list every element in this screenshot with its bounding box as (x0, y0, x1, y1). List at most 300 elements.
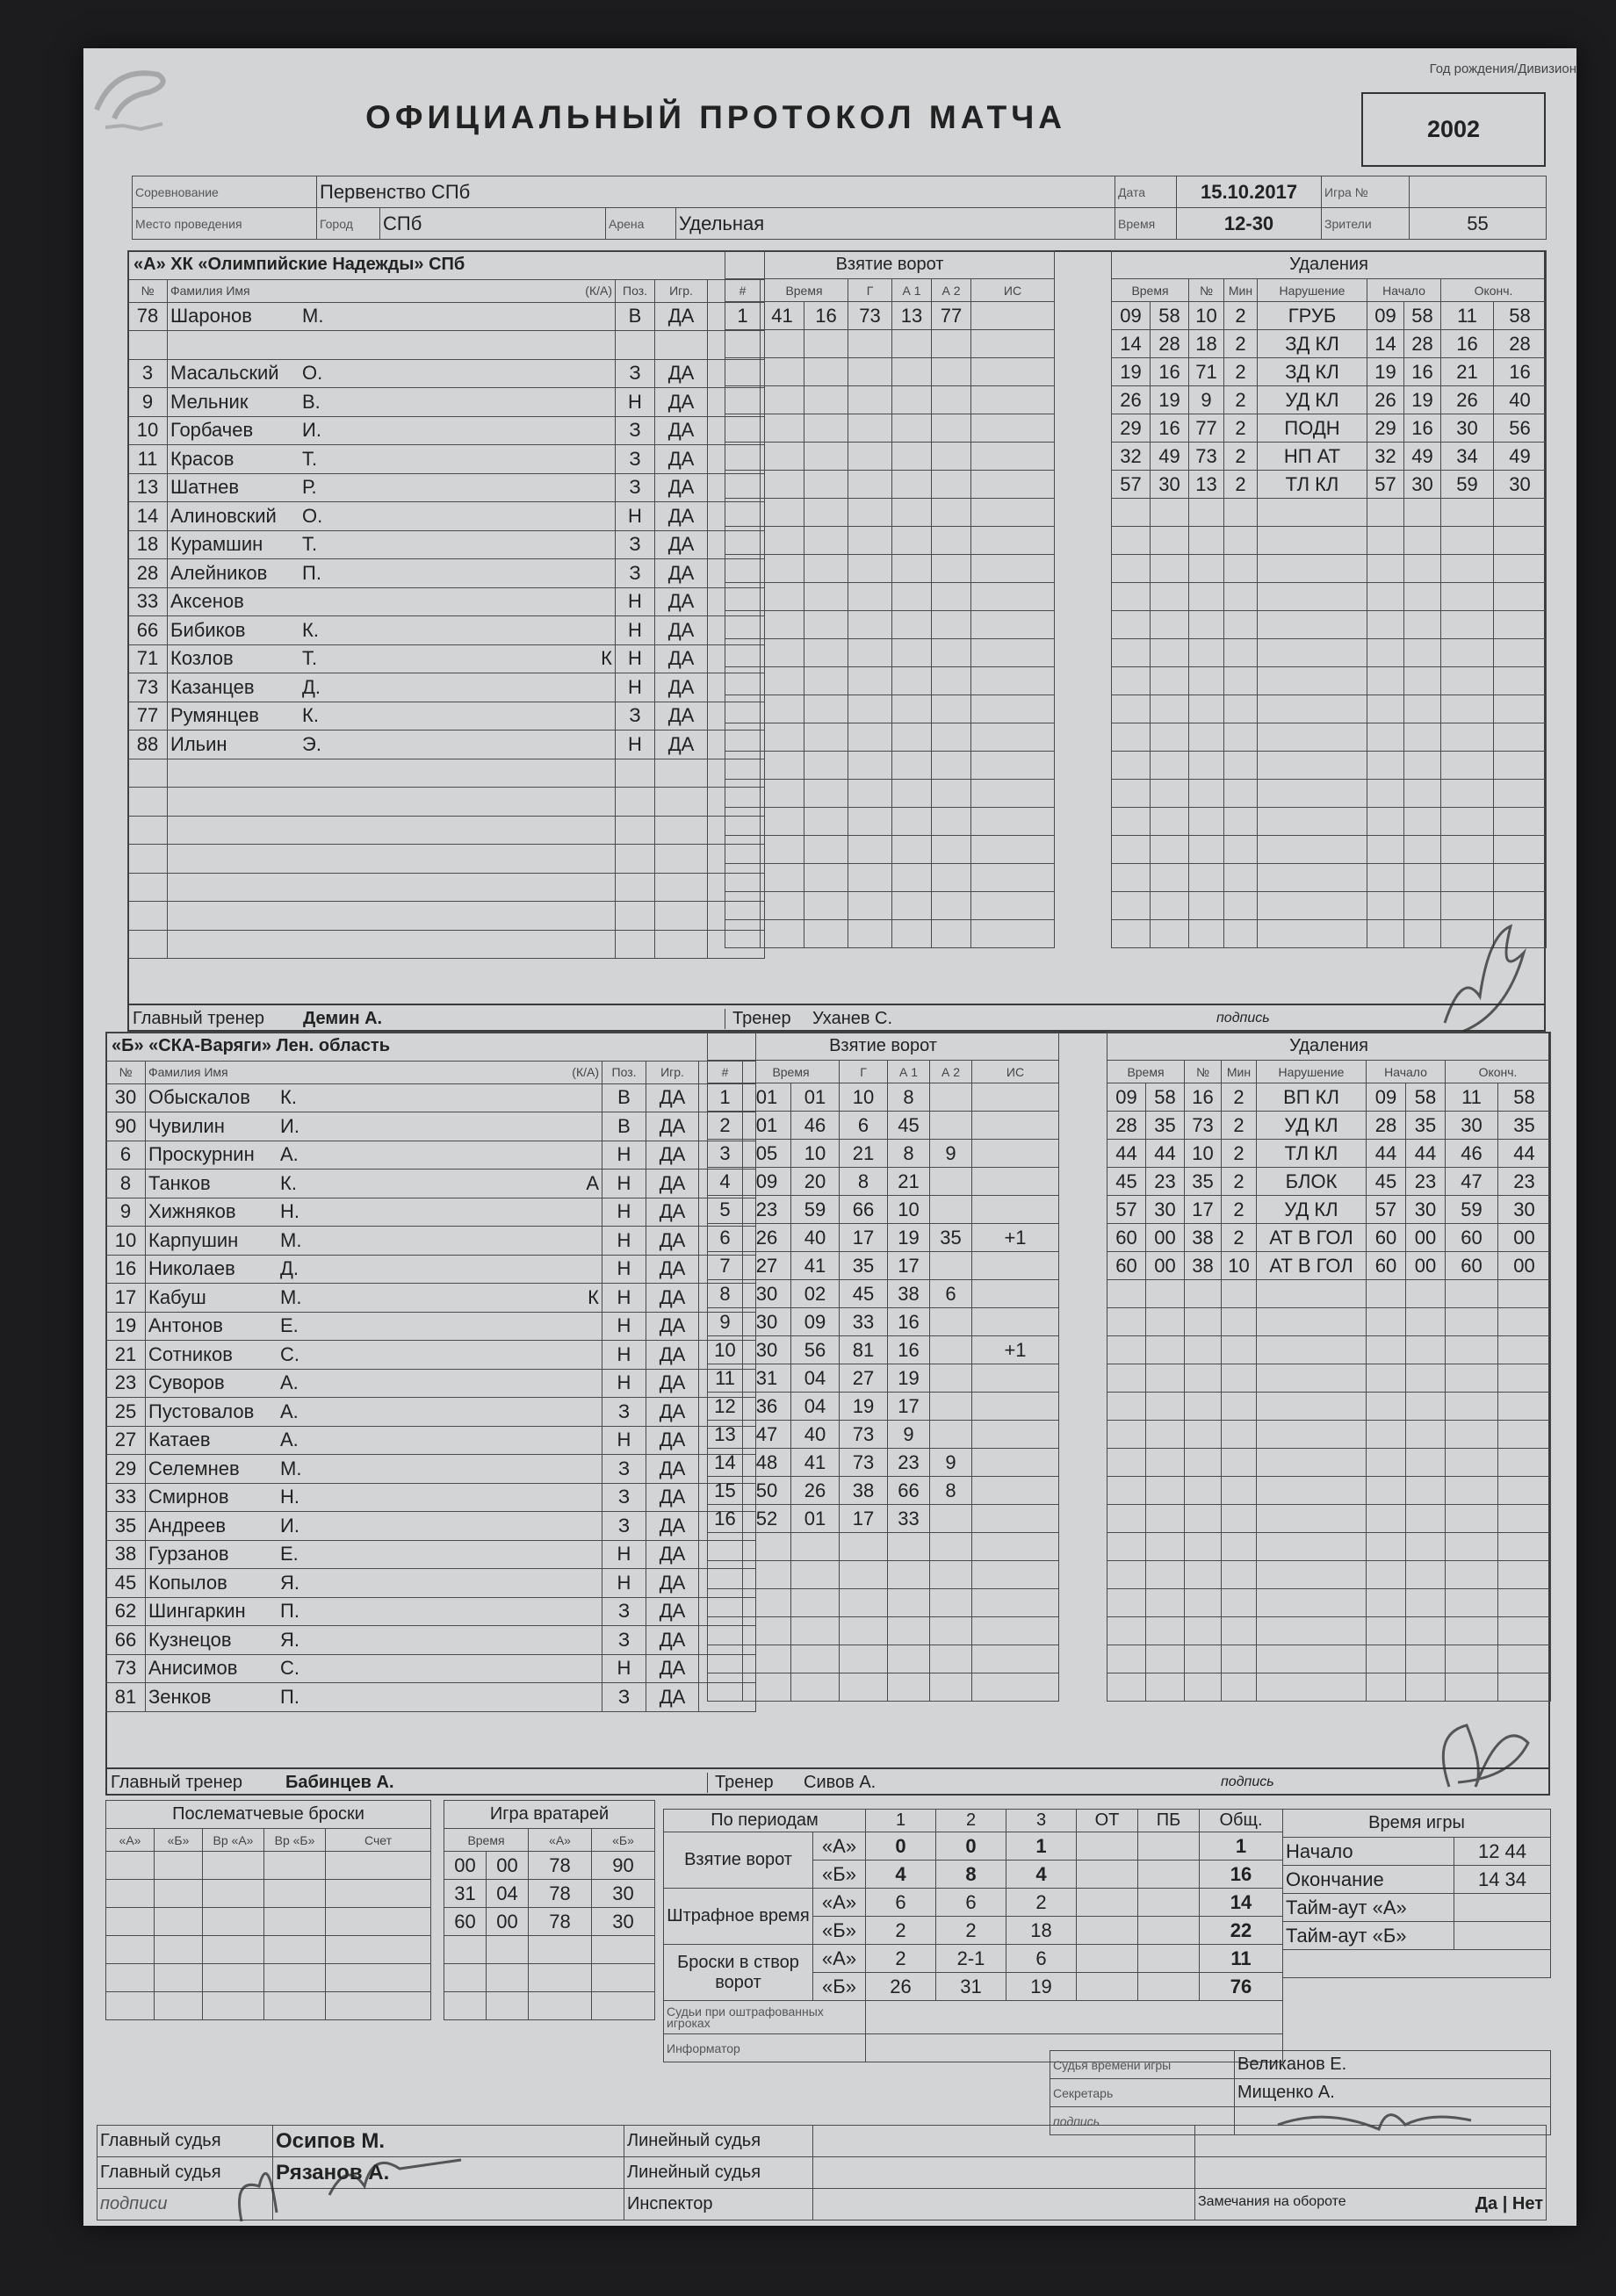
match-info-table (132, 176, 1547, 240)
pen-player: 77 (1189, 414, 1224, 443)
player-number: 30 (106, 1083, 146, 1112)
gk-b (592, 1992, 655, 2020)
goal-scorer (848, 471, 892, 499)
goal-num (725, 443, 761, 471)
pen-end-min: 21 (1441, 358, 1494, 386)
roster-row (128, 530, 765, 559)
period-value: 4 (1006, 1861, 1077, 1889)
pen-player (1185, 1645, 1222, 1673)
player-number: 17 (106, 1284, 146, 1313)
penalized-judges-label: Судьи при оштрафованных игроках (664, 2001, 866, 2034)
shootout-cell (203, 1908, 264, 1936)
player-position: Н (602, 1341, 646, 1370)
goal-num (725, 527, 761, 555)
goal-num (708, 1645, 743, 1673)
total-value: 14 (1200, 1889, 1283, 1917)
goal-assist-2 (930, 1308, 972, 1336)
goal-assist-1: 8 (888, 1083, 930, 1112)
pen-min: 26 (1112, 386, 1151, 414)
pen-start-sec (1406, 1308, 1446, 1336)
goal-scorer: 10 (840, 1083, 888, 1112)
pen-type (1258, 752, 1367, 780)
pen-sec: 49 (1151, 443, 1189, 471)
player-position: Н (602, 1284, 646, 1313)
pen-start-sec: 19 (1404, 386, 1441, 414)
player-name: Ильин Э. (168, 731, 616, 759)
shootout-cell (106, 1908, 155, 1936)
pen-minutes: 2 (1222, 1083, 1257, 1112)
pen-start-sec (1406, 1505, 1446, 1533)
player-number: 13 (128, 473, 168, 502)
period-value: 1 (1006, 1832, 1077, 1861)
penalty-row (1107, 1336, 1551, 1364)
goal-assist-2 (932, 667, 971, 695)
goal-assist-1: 38 (888, 1280, 930, 1308)
pen-minutes: 2 (1224, 330, 1258, 358)
roster-row (128, 331, 765, 360)
pen-minutes (1222, 1673, 1257, 1702)
pen-start-sec (1406, 1589, 1446, 1617)
pen-end-min: 60 (1446, 1224, 1498, 1252)
pen-player (1185, 1421, 1222, 1449)
team-a-roster (127, 250, 765, 959)
goal-num (725, 639, 761, 667)
goal-scorer (840, 1589, 888, 1617)
goal-scorer: 38 (840, 1477, 888, 1505)
player-played: ДА (655, 673, 708, 702)
goal-num (708, 1589, 743, 1617)
goal-scorer (848, 499, 892, 527)
pen-min (1112, 864, 1151, 892)
pen-end-sec (1498, 1477, 1551, 1505)
goal-is (972, 1645, 1059, 1673)
pen-minutes (1222, 1645, 1257, 1673)
pen-start-sec (1404, 555, 1441, 583)
player-played: ДА (655, 473, 708, 502)
pen-start-sec: 58 (1406, 1083, 1446, 1112)
player-name: Чувилин И. (146, 1112, 602, 1141)
pen-minutes (1224, 583, 1258, 611)
player-name: Карпушин М. (146, 1227, 602, 1256)
penalty-row (1112, 723, 1547, 752)
pen-end-min: 16 (1441, 330, 1494, 358)
player-played (655, 902, 708, 931)
pen-type (1258, 808, 1367, 836)
pen-end-min (1441, 555, 1494, 583)
total-value: 11 (1200, 1945, 1283, 1973)
goal-assist-2 (930, 1252, 972, 1280)
pen-sec (1151, 611, 1189, 639)
goal-assist-2 (932, 864, 971, 892)
player-position: Н (602, 1141, 646, 1170)
goal-is (972, 1477, 1059, 1505)
linesman-2-value (813, 2157, 1195, 2189)
pen-start-min: 44 (1367, 1140, 1406, 1168)
goal-sec (804, 358, 848, 386)
roster-row (106, 1398, 756, 1427)
goal-assist-2: 35 (930, 1224, 972, 1252)
pen-type: НП АТ (1258, 443, 1367, 471)
player-position: З (616, 416, 655, 445)
pen-min: 09 (1107, 1083, 1146, 1112)
pen-end-sec (1494, 808, 1547, 836)
pen-sec (1151, 667, 1189, 695)
pen-start-min (1367, 920, 1404, 948)
pen-type: ТЛ КЛ (1258, 471, 1367, 499)
period-value: 2 (936, 1917, 1006, 1945)
penalty-row (1112, 555, 1547, 583)
pen-end-sec: 30 (1494, 471, 1547, 499)
goal-is (972, 1505, 1059, 1533)
goal-scorer: 6 (840, 1112, 888, 1140)
goal-scorer (848, 555, 892, 583)
pen-start-min (1367, 1505, 1406, 1533)
roster-row (128, 445, 765, 474)
pen-minutes: 2 (1222, 1224, 1257, 1252)
gk-sec: 04 (487, 1880, 529, 1908)
goal-sec (804, 752, 848, 780)
pen-minutes: 2 (1222, 1196, 1257, 1224)
team-b-goals-body (708, 1083, 1059, 1702)
pen-player: 18 (1189, 330, 1224, 358)
roster-row (106, 1083, 756, 1112)
pen-type (1257, 1533, 1367, 1561)
goal-row (708, 1477, 1059, 1505)
penalty-row (1107, 1533, 1551, 1561)
goal-assist-1 (892, 723, 932, 752)
pen-type (1257, 1645, 1367, 1673)
so-header-score: Счет (326, 1829, 431, 1852)
pen-minutes (1222, 1533, 1257, 1561)
goalies-body (444, 1852, 655, 2020)
player-name: Суворов А. (146, 1369, 602, 1398)
pen-end-min (1441, 667, 1494, 695)
shootout-cell (155, 1936, 203, 1964)
pen-end-min (1441, 583, 1494, 611)
team-b-trainer-label: Тренер (707, 1773, 804, 1793)
goal-num (725, 695, 761, 723)
pen-type: УД КЛ (1257, 1112, 1367, 1140)
goal-is (972, 1112, 1059, 1140)
pen-player (1185, 1477, 1222, 1505)
pen-min: 60 (1107, 1224, 1146, 1252)
player-played: ДА (646, 1170, 699, 1198)
pen-end-min: 59 (1446, 1196, 1498, 1224)
header-name-b (146, 1061, 602, 1083)
pen-end-min (1446, 1393, 1498, 1421)
pen-start-min: 57 (1367, 471, 1404, 499)
pen-min (1107, 1477, 1146, 1505)
team-b-sign-label: подпись (1221, 1774, 1274, 1789)
goal-assist-2 (932, 723, 971, 752)
goal-assist-1 (892, 414, 932, 443)
pen-min: 57 (1107, 1196, 1146, 1224)
penalty-row (1112, 639, 1547, 667)
referee-signatures-icon (224, 2134, 470, 2226)
pen-type (1258, 780, 1367, 808)
pen-start-sec: 16 (1404, 358, 1441, 386)
goal-sec (804, 780, 848, 808)
pen-start-min (1367, 611, 1404, 639)
total-value: 76 (1200, 1973, 1283, 2001)
pen-minutes (1222, 1308, 1257, 1336)
pen-player: 38 (1185, 1224, 1222, 1252)
goal-scorer: 21 (840, 1140, 888, 1168)
goal-num (708, 1617, 743, 1645)
pen-end-min: 30 (1441, 414, 1494, 443)
roster-row (106, 1540, 756, 1569)
pen-min (1112, 667, 1151, 695)
period-value: 19 (1006, 1973, 1077, 2001)
pen-start-min (1367, 808, 1404, 836)
goal-row (708, 1645, 1059, 1673)
goal-is (971, 695, 1055, 723)
player-played: ДА (646, 1227, 699, 1256)
pen-min (1112, 836, 1151, 864)
shootout-cell (106, 1852, 155, 1880)
player-position: З (616, 702, 655, 731)
team-a-coach: Демин А. (303, 1008, 383, 1028)
player-position: Н (602, 1569, 646, 1598)
player-number (128, 759, 168, 788)
goal-assist-1 (892, 864, 932, 892)
goal-min (761, 695, 804, 723)
pen-player: 10 (1185, 1140, 1222, 1168)
player-name: Масальский О. (168, 359, 616, 388)
gk-min: 60 (444, 1908, 487, 1936)
roster-row (128, 673, 765, 702)
pen-start-min: 26 (1367, 386, 1404, 414)
pen-type: ТЛ КЛ (1257, 1140, 1367, 1168)
goalie-row (444, 1936, 655, 1964)
pen-type (1257, 1561, 1367, 1589)
shootout-cell (203, 1992, 264, 2020)
goal-assist-1 (888, 1617, 930, 1645)
goal-assist-2 (930, 1112, 972, 1140)
pen-start-min (1367, 1280, 1406, 1308)
roster-row (106, 1569, 756, 1598)
gk-min (444, 1936, 487, 1964)
player-played: ДА (655, 445, 708, 474)
player-name: Танков К. А (146, 1170, 602, 1198)
goal-num: 1 (708, 1083, 743, 1112)
pen-end-min (1441, 892, 1494, 920)
player-number: 10 (106, 1227, 146, 1256)
goal-row (708, 1336, 1059, 1364)
team-a-goals-body (725, 302, 1055, 948)
player-position: В (616, 302, 655, 331)
pen-min: 28 (1107, 1112, 1146, 1140)
pen-start-sec (1406, 1673, 1446, 1702)
goal-num (725, 667, 761, 695)
penalty-row (1112, 330, 1547, 358)
gk-b: 30 (592, 1880, 655, 1908)
pen-start-min (1367, 836, 1404, 864)
penalty-row (1112, 583, 1547, 611)
shootout-row (106, 1852, 431, 1880)
goal-assist-1: 17 (888, 1393, 930, 1421)
penalty-row (1112, 752, 1547, 780)
goal-row (708, 1561, 1059, 1589)
period-3-header: 3 (1006, 1810, 1077, 1832)
pen-player (1189, 780, 1224, 808)
pen-min (1112, 892, 1151, 920)
header-name-text: Фамилия Имя (170, 284, 250, 298)
pen-start-min: 60 (1367, 1224, 1406, 1252)
player-name: Антонов Е. (146, 1312, 602, 1341)
goalies-table (444, 1800, 655, 2020)
pen-start-min (1367, 1308, 1406, 1336)
player-played: ДА (646, 1112, 699, 1141)
goal-min (743, 1533, 791, 1561)
player-position: З (602, 1398, 646, 1427)
goal-num: 1 (725, 302, 761, 330)
pen-player: 10 (1189, 302, 1224, 330)
header-pos: Поз. (616, 279, 655, 302)
player-played: ДА (646, 1426, 699, 1455)
pen-sec (1146, 1393, 1185, 1421)
pen-minutes (1224, 836, 1258, 864)
player-played: ДА (646, 1198, 699, 1227)
player-played (655, 873, 708, 902)
goals-row (664, 1832, 1283, 1861)
goal-is (971, 499, 1055, 527)
pen-player: 71 (1189, 358, 1224, 386)
goal-assist-2 (930, 1533, 972, 1561)
gk-a: 78 (529, 1880, 592, 1908)
pen-end-min (1441, 527, 1494, 555)
player-number (128, 873, 168, 902)
goal-row (725, 443, 1055, 471)
goal-header-is: ИС (971, 279, 1055, 302)
goalie-row (444, 1880, 655, 1908)
penalty-row (1112, 611, 1547, 639)
goal-is (972, 1421, 1059, 1449)
ot-value (1077, 1861, 1138, 1889)
goal-scorer: 81 (840, 1336, 888, 1364)
player-name (168, 788, 616, 817)
signatures-label: подписи (97, 2189, 273, 2220)
goal-num: 4 (708, 1168, 743, 1196)
player-name: Проскурнин А. (146, 1141, 602, 1170)
pen-minutes (1224, 892, 1258, 920)
goal-min (743, 1617, 791, 1645)
penalty-row (1107, 1112, 1551, 1140)
roster-row (128, 788, 765, 817)
goal-sec (804, 330, 848, 358)
pen-player (1189, 695, 1224, 723)
team-tag: «Б» (813, 1917, 866, 1945)
pen-start-sec (1406, 1336, 1446, 1364)
pen-minutes (1224, 864, 1258, 892)
secretary-sign-label: подпись (1050, 2107, 1235, 2135)
goal-scorer: 8 (840, 1168, 888, 1196)
pen-player (1189, 752, 1224, 780)
pen-player (1189, 527, 1224, 555)
roster-row (128, 559, 765, 588)
goal-assist-2 (930, 1364, 972, 1393)
shootout-cell (326, 1852, 431, 1880)
goal-min: 36 (743, 1393, 791, 1421)
pen-min (1107, 1617, 1146, 1645)
goal-assist-2 (932, 443, 971, 471)
goal-is (972, 1561, 1059, 1589)
goal-assist-2: 8 (930, 1477, 972, 1505)
pb-value (1138, 1917, 1200, 1945)
pen-min (1107, 1308, 1146, 1336)
player-name: Кузнецов Я. (146, 1626, 602, 1655)
goal-num (725, 892, 761, 920)
goal-assist-2: 9 (930, 1449, 972, 1477)
goal-is (972, 1252, 1059, 1280)
pen-sec (1151, 695, 1189, 723)
pen-min (1107, 1533, 1146, 1561)
pen-min (1107, 1449, 1146, 1477)
total-header: Общ. (1200, 1810, 1283, 1832)
pen-minutes (1224, 667, 1258, 695)
period-value: 2-1 (936, 1945, 1006, 1973)
pen-type (1258, 920, 1367, 948)
player-name: Румянцев К. (168, 702, 616, 731)
penalty-row (1107, 1196, 1551, 1224)
pen-start-min (1367, 723, 1404, 752)
goal-assist-2 (932, 639, 971, 667)
pen-start-min: 57 (1367, 1196, 1406, 1224)
goal-min (761, 499, 804, 527)
goal-row (708, 1617, 1059, 1645)
penalty-row (1112, 443, 1547, 471)
goal-sec: 01 (791, 1505, 840, 1533)
pen-sec (1146, 1645, 1185, 1673)
player-played (655, 331, 708, 360)
pen-min (1112, 808, 1151, 836)
player-name: Сотников С. (146, 1341, 602, 1370)
penalty-row (1107, 1364, 1551, 1393)
pen-type (1257, 1505, 1367, 1533)
pim-row (664, 1889, 1283, 1917)
pen-minutes: 2 (1224, 386, 1258, 414)
period-value: 2 (866, 1917, 936, 1945)
pen-sec: 30 (1151, 471, 1189, 499)
pen-type: УД КЛ (1258, 386, 1367, 414)
player-played: ДА (646, 1483, 699, 1512)
goal-assist-1 (888, 1533, 930, 1561)
goal-min (761, 386, 804, 414)
pen-end-min (1446, 1533, 1498, 1561)
pen-minutes (1222, 1336, 1257, 1364)
pen-sec (1151, 583, 1189, 611)
goal-num (725, 330, 761, 358)
pen-min (1112, 611, 1151, 639)
roster-row (128, 702, 765, 731)
pen-start-min: 09 (1367, 1083, 1406, 1112)
player-number: 21 (106, 1341, 146, 1370)
player-name: Анисимов С. (146, 1654, 602, 1683)
goal-sec: 46 (791, 1112, 840, 1140)
pen-type (1258, 836, 1367, 864)
pen-end-min (1441, 780, 1494, 808)
pen-type: АТ В ГОЛ (1257, 1224, 1367, 1252)
pen-start-sec: 49 (1404, 443, 1441, 471)
goal-sec (804, 723, 848, 752)
player-name: Смирнов Н. (146, 1483, 602, 1512)
player-position: З (616, 530, 655, 559)
player-position: З (616, 473, 655, 502)
periods-title: По периодам (664, 1810, 866, 1832)
shootout-cell (155, 1880, 203, 1908)
time-value: 12-30 (1177, 208, 1322, 240)
goal-scorer: 17 (840, 1224, 888, 1252)
